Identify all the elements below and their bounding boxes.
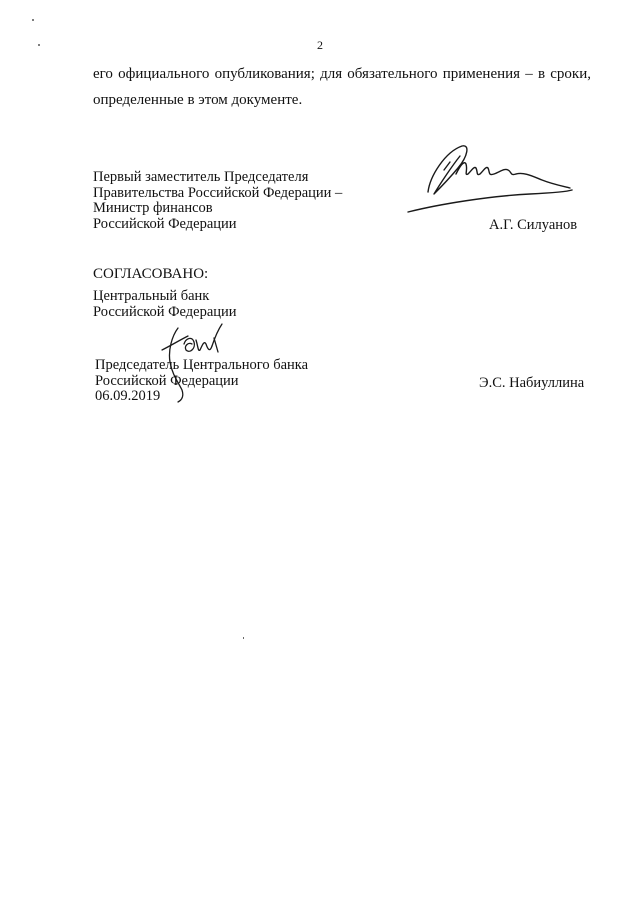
signatory-1-title-line: Российской Федерации	[93, 215, 237, 232]
signatory-1-name: А.Г. Силуанов	[489, 217, 578, 233]
signatory-2-title	[95, 358, 308, 405]
signatory-2-name: Э.С. Набиуллина	[479, 375, 585, 391]
agreed-organization-line: Центральный банк	[93, 288, 210, 304]
page-number: 2	[317, 38, 323, 52]
agreed-organization-line: Российской Федерации	[93, 303, 237, 320]
body-text-line-1: его официального опубликования; для обязательного применения – в сроки,	[93, 66, 591, 82]
signatory-1-title-line: Правительства Российской Федерации –	[93, 184, 343, 201]
signatory-1-title-line: Первый заместитель Председателя	[93, 169, 309, 185]
scan-mark	[243, 637, 244, 639]
signatory-1-title	[93, 170, 342, 232]
signatory-2-date: 06.09.2019	[95, 388, 161, 404]
signatory-2-title-line: Председатель Центрального банка	[95, 357, 309, 373]
signatory-2-title-line: Российской Федерации	[95, 372, 239, 389]
scan-mark	[32, 19, 34, 21]
signature-1-handwritten	[400, 140, 585, 220]
signatory-1-title-line: Министр финансов	[93, 200, 213, 216]
agreed-label: СОГЛАСОВАНО:	[93, 266, 209, 282]
body-text-line-2: определенные в этом документе.	[93, 92, 303, 108]
